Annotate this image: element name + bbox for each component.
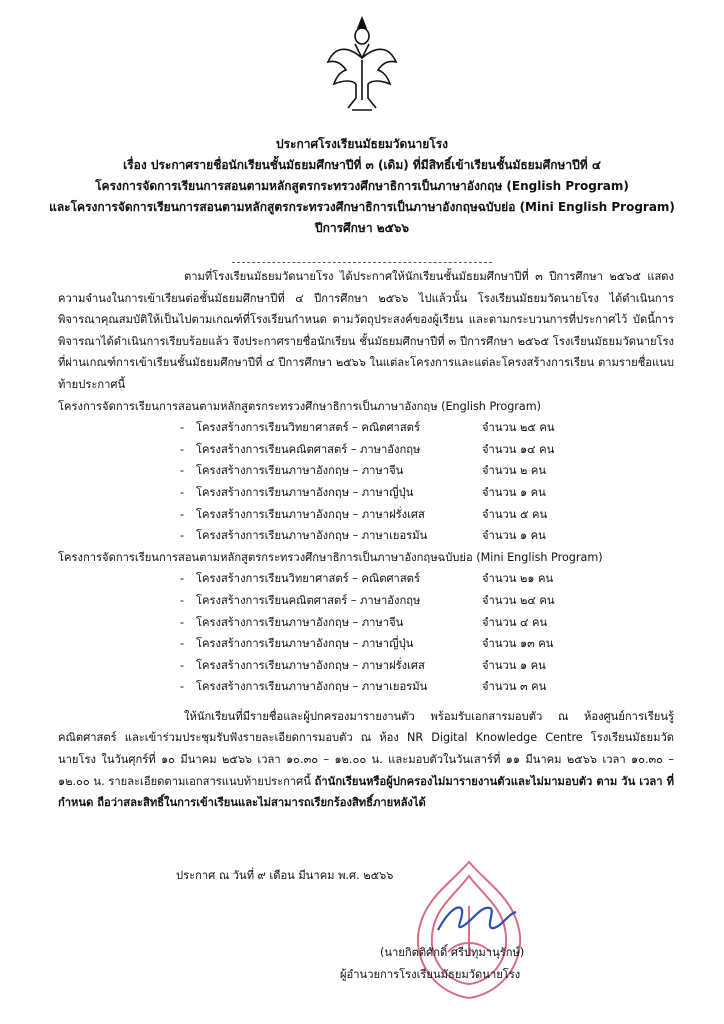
document-header <box>40 134 684 239</box>
track-name: โครงสร้างการเรียนภาษาอังกฤษ – ภาษาเยอรมัน <box>196 680 428 694</box>
track-count: จำนวน ๕ คน <box>482 507 548 521</box>
list-bullet: - <box>180 658 185 672</box>
list-item <box>58 676 674 698</box>
ep-section-title: โครงการจัดการเรียนการสอนตามหลักสูตรกระทรวงศึกษาธิการเป็นภาษาอังกฤษ (English Program) <box>58 399 542 413</box>
track-name: โครงสร้างการเรียนภาษาอังกฤษ – ภาษาจีน <box>196 464 404 478</box>
list-item <box>58 655 674 677</box>
signature-icon <box>430 900 520 940</box>
track-count: จำนวน ๓ คน <box>482 680 547 694</box>
list-bullet: - <box>180 593 185 607</box>
list-bullet: - <box>180 572 185 586</box>
mep-section-title: โครงการจัดการเรียนการสอนตามหลักสูตรกระทรวงศึกษาธิการเป็นภาษาอังกฤษฉบับย่อ (Mini English Program) <box>58 550 603 564</box>
list-bullet: - <box>180 464 185 478</box>
track-count: จำนวน ๒๔ คน <box>482 593 555 607</box>
track-count: จำนวน ๑ คน <box>482 485 546 499</box>
list-bullet: - <box>180 680 185 694</box>
track-name: โครงสร้างการเรียนวิทยาศาสตร์ – คณิตศาสตร์ <box>196 572 420 586</box>
closing-text: ให้นักเรียนที่มีรายชื่อและผู้ปกครองมารายงานตัว พร้อมรับเอกสารมอบตัว ณ ห้องศูนย์การเรียนรู้คณิตศาสตร์ และเข้าร่วมประชุมรับฟังรายละเอียดการมอบตัว ณ ห้อง NR Digital Knowledge Centre โรงเรียนมัธยมวัดนายโรง ในวันศุกร์ที่ ๑๐ มีนาคม ๒๕๖๖ เวลา ๑๐.๓๐ – ๑๒.๐๐ น. และมอบตัวในวันเสาร์ที่ ๑๑ มีนาคม ๒๕๖๖ เวลา ๑๐.๓๐ – ๑๒.๐๐ น. รายละเอียดตามเอกสารแนบท้ายประกาศนี้ <box>58 709 674 788</box>
header-line-4: และโครงการจัดการเรียนการสอนตามหลักสูตรกระทรวงศึกษาธิการเป็นภาษาอังกฤษฉบับย่อ (Mini English Program) <box>49 200 675 214</box>
signer-position: ผู้อำนวยการโรงเรียนมัธยมวัดนายโรง <box>340 968 521 981</box>
closing-paragraph <box>58 706 674 814</box>
track-name: โครงสร้างการเรียนวิทยาศาสตร์ – คณิตศาสตร์ <box>196 421 420 435</box>
track-name: โครงสร้างการเรียนภาษาอังกฤษ – ภาษาจีน <box>196 615 404 629</box>
header-divider <box>232 262 492 263</box>
header-line-3: โครงการจัดการเรียนการสอนตามหลักสูตรกระทรวงศึกษาธิการเป็นภาษาอังกฤษ (English Program) <box>95 179 629 193</box>
signature-block <box>340 942 600 986</box>
list-item <box>58 633 674 655</box>
list-bullet: - <box>180 637 185 651</box>
track-name: โครงสร้างการเรียนภาษาอังกฤษ – ภาษาญี่ปุ่น <box>196 637 414 651</box>
document-body <box>58 266 674 814</box>
header-line-1: ประกาศโรงเรียนมัธยมวัดนายโรง <box>275 137 449 151</box>
list-bullet: - <box>180 485 185 499</box>
track-count: จำนวน ๒๑ คน <box>482 572 554 586</box>
track-count: จำนวน ๒๕ คน <box>482 421 555 435</box>
list-item <box>58 460 674 482</box>
announcement-date: ประกาศ ณ วันที่ ๙ เดือน มีนาคม พ.ศ. ๒๕๖๖ <box>176 869 394 882</box>
track-count: จำนวน ๑ คน <box>482 658 546 672</box>
list-item <box>58 504 674 526</box>
ep-list <box>58 417 674 547</box>
track-name: โครงสร้างการเรียนคณิตศาสตร์ – ภาษาอังกฤษ <box>196 442 421 456</box>
track-count: จำนวน ๑๔ คน <box>482 442 555 456</box>
list-item <box>58 482 674 504</box>
list-item <box>58 612 674 634</box>
list-item <box>58 439 674 461</box>
track-name: โครงสร้างการเรียนภาษาอังกฤษ – ภาษาเยอรมัน <box>196 529 428 543</box>
header-line-2: เรื่อง ประกาศรายชื่อนักเรียนชั้นมัธยมศึกษาปีที่ ๓ (เดิม) ที่มีสิทธิ์เข้าเรียนชั้นมัธยมศึกษาปีที่ ๔ <box>123 158 601 172</box>
list-item <box>58 525 674 547</box>
header-line-5: ปีการศึกษา ๒๕๖๖ <box>314 221 409 235</box>
track-count: จำนวน ๔ คน <box>482 615 548 629</box>
list-bullet: - <box>180 442 185 456</box>
signer-name: (นายกิตติศักดิ์ ศรีปทุมานุรักษ์) <box>380 946 525 959</box>
track-name: โครงสร้างการเรียนภาษาอังกฤษ – ภาษาฝรั่งเศส <box>196 658 425 672</box>
track-count: จำนวน ๑๓ คน <box>482 637 554 651</box>
track-name: โครงสร้างการเรียนคณิตศาสตร์ – ภาษาอังกฤษ <box>196 593 421 607</box>
intro-paragraph: ตามที่โรงเรียนมัธยมวัดนายโรง ได้ประกาศให้นักเรียนชั้นมัธยมศึกษาปีที่ ๓ ปีการศึกษา ๒๕๖๕ แสดงความจำนงในการเข้าเรียนต่อชั้นมัธยมศึกษาปีที่ ๔ ปีการศึกษา ๒๕๖๖ ไปแล้วนั้น โรงเรียนมัธยมวัดนายโรง ได้ดำเนินการพิจารณาคุณสมบัติให้เป็นไปตามเกณฑ์ที่โรงเรียนกำหนด ตามวัตถุประสงค์ของผู้เรียน และตามกระบวนการที่ประกาศไว้ บัดนี้การพิจารณาได้ดำเนินการเรียบร้อยแล้ว จึงประกาศรายชื่อนักเรียน ชั้นมัธยมศึกษาปีที่ ๓ ปีการศึกษา ๒๕๖๕ โรงเรียนมัธยมวัดนายโรง ที่ผ่านเกณฑ์การเข้าเรียนชั้นมัธยมศึกษาปีที่ ๔ ปีการศึกษา ๒๕๖๖ ในแต่ละโครงการและแต่ละโครงสร้างการเรียน ตามรายชื่อแนบท้ายประกาศนี้ <box>58 270 674 391</box>
mep-list <box>58 568 674 698</box>
garuda-emblem-icon <box>326 14 398 118</box>
list-bullet: - <box>180 421 185 435</box>
list-item <box>58 590 674 612</box>
closing-warning: ถ้านักเรียนหรือผู้ปกครองไม่มารายงานตัวและไม่มามอบตัว ตาม วัน เวลา ที่กำหนด ถือว่าสละสิทธิ์ในการเข้าเรียนและไม่สามารถเรียกร้องสิทธิ์ภายหลังได้ <box>58 774 674 810</box>
list-bullet: - <box>180 615 185 629</box>
list-bullet: - <box>180 507 185 521</box>
list-item <box>58 568 674 590</box>
list-item <box>58 417 674 439</box>
track-count: จำนวน ๒ คน <box>482 464 547 478</box>
track-name: โครงสร้างการเรียนภาษาอังกฤษ – ภาษาฝรั่งเศส <box>196 507 425 521</box>
list-bullet: - <box>180 529 185 543</box>
track-count: จำนวน ๑ คน <box>482 529 546 543</box>
track-name: โครงสร้างการเรียนภาษาอังกฤษ – ภาษาญี่ปุ่น <box>196 485 414 499</box>
